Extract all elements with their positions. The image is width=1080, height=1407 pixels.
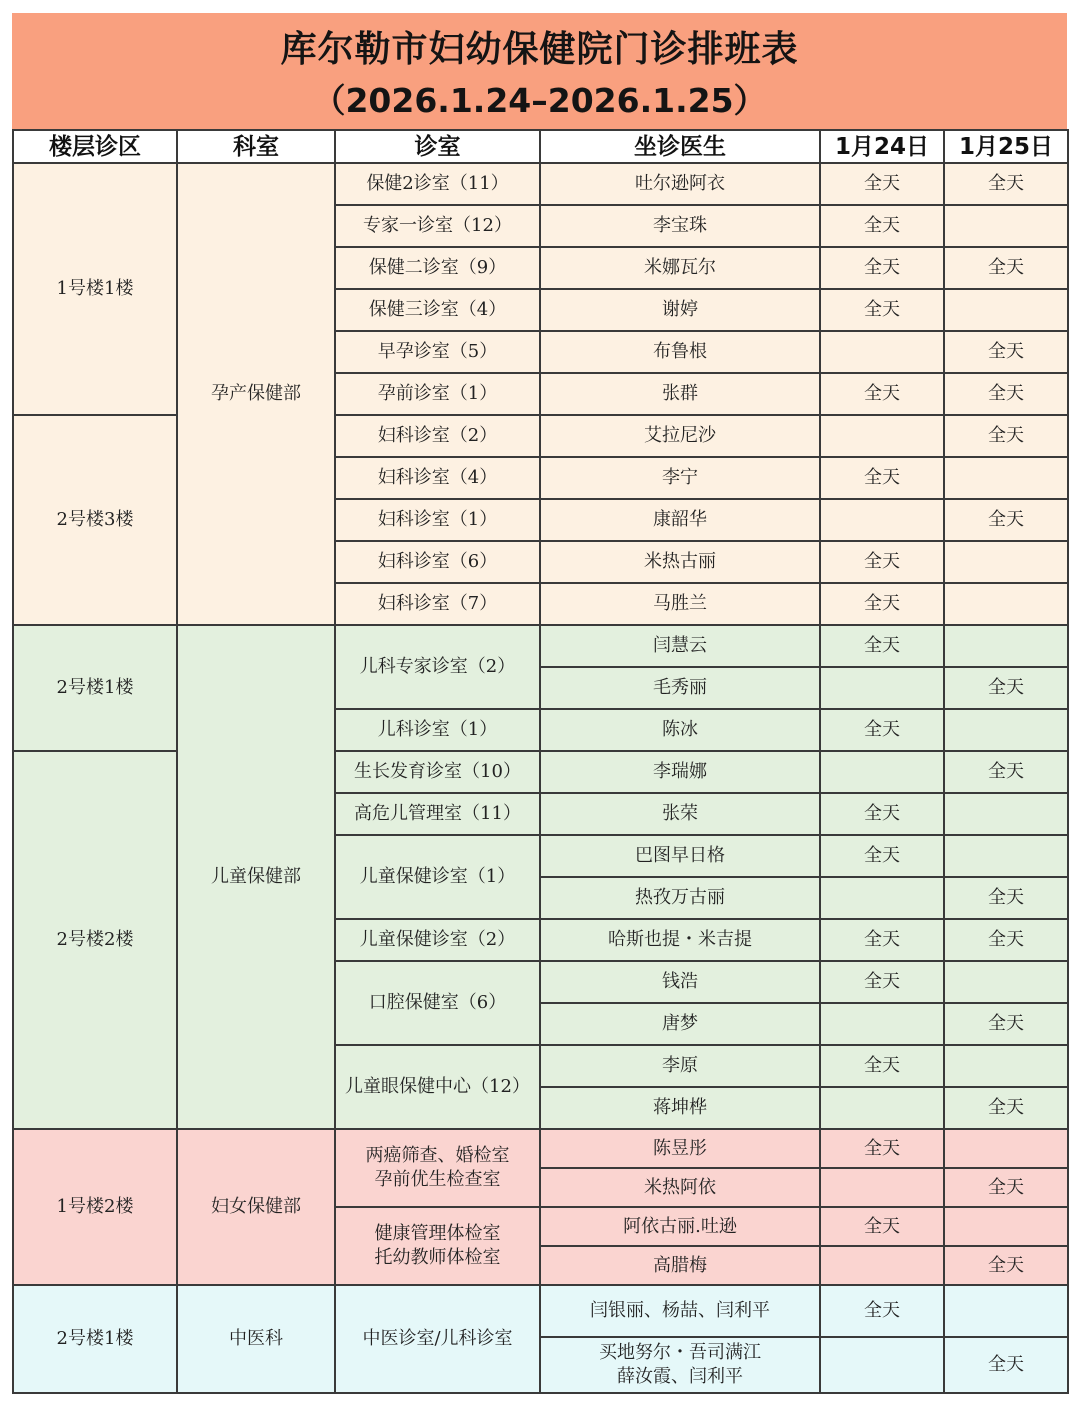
doctor-cell: 艾拉尼沙 (540, 415, 820, 457)
room-line: 孕前优生检查室 (374, 1169, 501, 1190)
day1-cell (820, 877, 944, 919)
doctor-cell: 闫慧云 (540, 625, 820, 667)
floor-cell: 1号楼1楼 (13, 163, 177, 415)
day1-cell: 全天 (820, 583, 944, 625)
doctor-cell: 陈冰 (540, 709, 820, 751)
day2-cell (944, 457, 1068, 499)
table-row (13, 415, 1068, 457)
floor-cell: 1号楼2楼 (13, 1129, 177, 1285)
day1-cell (820, 331, 944, 373)
day2-cell: 全天 (944, 751, 1068, 793)
day1-cell (820, 751, 944, 793)
day2-cell: 全天 (944, 919, 1068, 961)
col-header-room: 诊室 (335, 130, 540, 163)
doctor-cell: 哈斯也提・米吉提 (540, 919, 820, 961)
day2-cell: 全天 (944, 1087, 1068, 1129)
day1-cell: 全天 (820, 205, 944, 247)
room-cell (335, 1207, 540, 1285)
day1-cell (820, 499, 944, 541)
room-cell: 高危儿管理室（11） (335, 793, 540, 835)
day1-cell: 全天 (820, 289, 944, 331)
day1-cell (820, 1168, 944, 1207)
doctor-cell: 热孜万古丽 (540, 877, 820, 919)
room-cell: 保健二诊室（9） (335, 247, 540, 289)
doctor-cell: 张荣 (540, 793, 820, 835)
room-cell: 保健三诊室（4） (335, 289, 540, 331)
table-row (13, 163, 1068, 205)
doctor-cell: 巴图早日格 (540, 835, 820, 877)
day2-cell: 全天 (944, 373, 1068, 415)
room-cell: 保健2诊室（11） (335, 163, 540, 205)
day1-cell: 全天 (820, 793, 944, 835)
doctor-cell: 李原 (540, 1045, 820, 1087)
day2-cell (944, 205, 1068, 247)
floor-cell: 2号楼2楼 (13, 751, 177, 1129)
day1-cell: 全天 (820, 1207, 944, 1246)
day2-cell (944, 961, 1068, 1003)
day2-cell: 全天 (944, 1337, 1068, 1393)
room-cell: 儿童保健诊室（1） (335, 835, 540, 919)
doctor-cell: 高腊梅 (540, 1246, 820, 1285)
doctor-cell: 李宁 (540, 457, 820, 499)
doctor-cell: 米娜瓦尔 (540, 247, 820, 289)
room-cell (335, 1129, 540, 1207)
header-row (13, 130, 1068, 163)
day1-cell: 全天 (820, 1129, 944, 1168)
day2-cell: 全天 (944, 1246, 1068, 1285)
day1-cell (820, 1003, 944, 1045)
doctor-cell: 李宝珠 (540, 205, 820, 247)
doctor-cell: 李瑞娜 (540, 751, 820, 793)
day2-cell (944, 709, 1068, 751)
doctor-cell: 阿依古丽.吐逊 (540, 1207, 820, 1246)
doctor-cell: 毛秀丽 (540, 667, 820, 709)
dept-cell: 中医科 (177, 1285, 335, 1393)
room-cell: 妇科诊室（1） (335, 499, 540, 541)
doctor-cell: 张群 (540, 373, 820, 415)
room-line: 托幼教师体检室 (374, 1247, 501, 1268)
doctor-cell: 吐尔逊阿衣 (540, 163, 820, 205)
col-header-day1: 1月24日 (820, 130, 944, 163)
room-cell: 口腔保健室（6） (335, 961, 540, 1045)
day2-cell (944, 1285, 1068, 1337)
day1-cell: 全天 (820, 1285, 944, 1337)
doctor-cell: 蒋坤桦 (540, 1087, 820, 1129)
day1-cell (820, 415, 944, 457)
room-line: 健康管理体检室 (374, 1223, 501, 1244)
doctor-line: 薛汝霞、闫利平 (617, 1366, 743, 1387)
date-range: （2026.1.24–2026.1.25） (312, 81, 767, 120)
day2-cell: 全天 (944, 331, 1068, 373)
day2-cell (944, 583, 1068, 625)
table-row (13, 1285, 1068, 1337)
col-header-day2: 1月25日 (944, 130, 1068, 163)
day1-cell: 全天 (820, 163, 944, 205)
room-cell: 妇科诊室（6） (335, 541, 540, 583)
room-cell: 生长发育诊室（10） (335, 751, 540, 793)
day2-cell: 全天 (944, 163, 1068, 205)
day1-cell: 全天 (820, 1045, 944, 1087)
day2-cell (944, 1045, 1068, 1087)
day1-cell: 全天 (820, 247, 944, 289)
day2-cell (944, 835, 1068, 877)
doctor-cell: 钱浩 (540, 961, 820, 1003)
day2-cell (944, 289, 1068, 331)
table-row (13, 1129, 1068, 1168)
doctor-cell: 布鲁根 (540, 331, 820, 373)
day1-cell: 全天 (820, 919, 944, 961)
room-line: 两癌筛查、婚检室 (365, 1145, 510, 1166)
title-band (12, 13, 1067, 129)
room-cell: 早孕诊室（5） (335, 331, 540, 373)
day2-cell: 全天 (944, 667, 1068, 709)
day1-cell: 全天 (820, 709, 944, 751)
doctor-cell: 陈昱彤 (540, 1129, 820, 1168)
room-cell: 儿童眼保健中心（12） (335, 1045, 540, 1129)
day1-cell: 全天 (820, 835, 944, 877)
day2-cell: 全天 (944, 1003, 1068, 1045)
room-cell: 妇科诊室（4） (335, 457, 540, 499)
room-cell: 孕前诊室（1） (335, 373, 540, 415)
day2-cell (944, 541, 1068, 583)
page-title: 库尔勒市妇幼保健院门诊排班表 (280, 29, 799, 70)
room-cell: 妇科诊室（7） (335, 583, 540, 625)
floor-cell: 2号楼1楼 (13, 625, 177, 751)
doctor-cell (540, 1337, 820, 1393)
room-cell: 儿科专家诊室（2） (335, 625, 540, 709)
dept-cell: 孕产保健部 (177, 163, 335, 625)
day2-cell: 全天 (944, 499, 1068, 541)
room-cell: 中医诊室/儿科诊室 (335, 1285, 540, 1393)
col-header-floor: 楼层诊区 (13, 130, 177, 163)
day2-cell: 全天 (944, 877, 1068, 919)
room-cell: 妇科诊室（2） (335, 415, 540, 457)
day2-cell: 全天 (944, 415, 1068, 457)
doctor-cell: 马胜兰 (540, 583, 820, 625)
day1-cell (820, 1337, 944, 1393)
doctor-cell: 唐梦 (540, 1003, 820, 1045)
room-cell: 专家一诊室（12） (335, 205, 540, 247)
doctor-line: 买地努尔・吾司满江 (599, 1342, 761, 1363)
col-header-dept: 科室 (177, 130, 335, 163)
day2-cell (944, 793, 1068, 835)
day2-cell (944, 1129, 1068, 1168)
day1-cell: 全天 (820, 961, 944, 1003)
doctor-cell: 米热阿依 (540, 1168, 820, 1207)
floor-cell: 2号楼3楼 (13, 415, 177, 625)
dept-cell: 儿童保健部 (177, 625, 335, 1129)
day2-cell: 全天 (944, 247, 1068, 289)
table-row (13, 751, 1068, 793)
day2-cell: 全天 (944, 1168, 1068, 1207)
day2-cell (944, 625, 1068, 667)
day1-cell (820, 667, 944, 709)
doctor-cell: 闫银丽、杨喆、闫利平 (540, 1285, 820, 1337)
day1-cell: 全天 (820, 457, 944, 499)
dept-cell: 妇女保健部 (177, 1129, 335, 1285)
room-cell: 儿童保健诊室（2） (335, 919, 540, 961)
doctor-cell: 康韶华 (540, 499, 820, 541)
schedule-sheet (12, 13, 1067, 1403)
day1-cell: 全天 (820, 373, 944, 415)
day2-cell (944, 1207, 1068, 1246)
doctor-cell: 米热古丽 (540, 541, 820, 583)
day1-cell: 全天 (820, 625, 944, 667)
floor-cell: 2号楼1楼 (13, 1285, 177, 1393)
room-cell: 儿科诊室（1） (335, 709, 540, 751)
doctor-cell: 谢婷 (540, 289, 820, 331)
schedule-table (12, 129, 1069, 1394)
day1-cell (820, 1246, 944, 1285)
table-row (13, 625, 1068, 667)
day1-cell (820, 1087, 944, 1129)
col-header-doctor: 坐诊医生 (540, 130, 820, 163)
day1-cell: 全天 (820, 541, 944, 583)
